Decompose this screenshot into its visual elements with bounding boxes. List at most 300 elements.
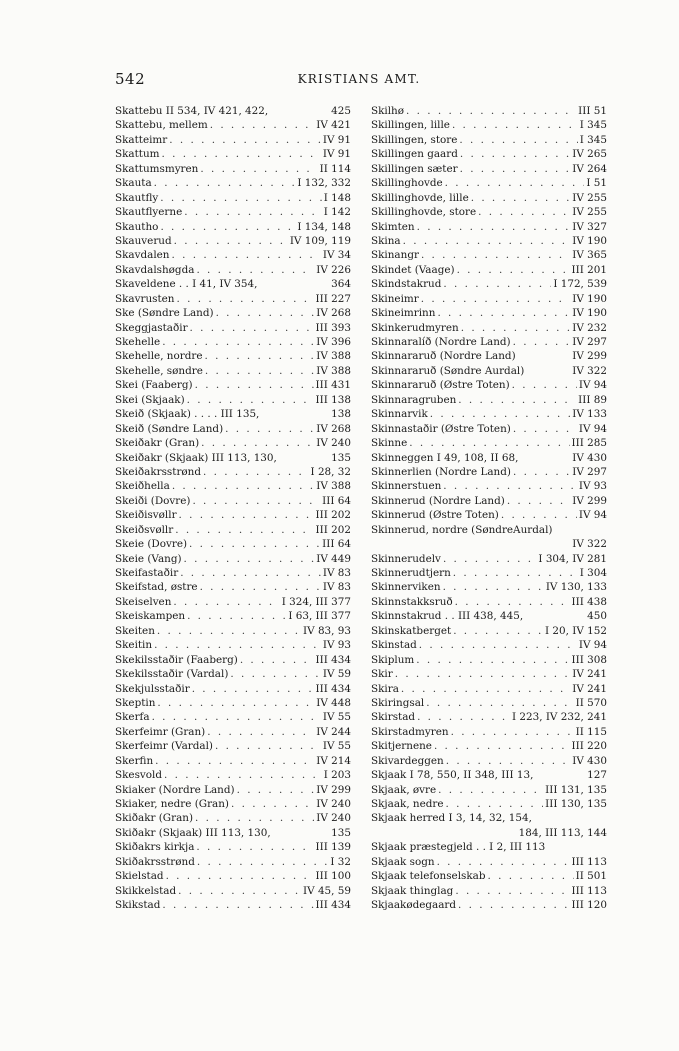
entry-term: Skiðakr (Skjaak) III 113, 130, <box>115 826 271 839</box>
entry-reference: 364 <box>331 278 351 291</box>
dot-leader <box>160 191 321 205</box>
index-entry <box>115 552 351 566</box>
index-entry <box>371 335 607 349</box>
entry-reference: III 139 <box>315 841 351 854</box>
index-entry <box>115 638 351 652</box>
entry-term: Skjaak, øvre <box>371 783 437 796</box>
entry-reference: IV 94 <box>578 639 607 652</box>
index-entry <box>371 869 607 883</box>
dot-leader <box>513 335 571 349</box>
dot-leader <box>196 840 313 854</box>
entry-term: Skauverud <box>115 234 172 247</box>
entry-term: Skehelle, søndre <box>115 364 203 377</box>
index-entry <box>115 754 351 768</box>
entry-term: Skeifastaðir <box>115 567 179 579</box>
dot-leader <box>195 811 314 825</box>
dot-leader <box>173 595 279 609</box>
entry-term: Skinnararuð (Nordre Land) <box>371 350 516 363</box>
index-entry <box>371 653 607 667</box>
index-entry <box>115 898 351 912</box>
index-entry <box>115 306 351 320</box>
dot-leader <box>443 277 551 291</box>
entry-reference: 450 <box>587 610 607 623</box>
index-entry <box>371 754 607 768</box>
entry-term: Skilhø <box>371 105 405 117</box>
dot-leader <box>175 523 313 537</box>
entry-reference: I 304, IV 281 <box>538 552 607 565</box>
dot-leader <box>166 869 314 883</box>
index-entry <box>115 335 351 349</box>
entry-term: Skinnastaðir (Østre Toten) <box>371 422 511 435</box>
index-entry <box>115 682 351 696</box>
dot-leader <box>164 768 322 782</box>
dot-leader <box>458 898 570 912</box>
page-header <box>115 70 603 92</box>
entry-reference: IV 109, 119 <box>289 234 351 247</box>
index-entry <box>371 523 607 537</box>
entry-term: Skauta <box>115 177 152 190</box>
entry-term: Skinnstakksruð <box>371 595 453 608</box>
index-entry <box>371 321 607 335</box>
dot-leader <box>421 292 571 306</box>
entry-term: Skjaak I 78, 550, II 348, III 13, <box>371 769 534 782</box>
dot-leader <box>154 176 296 190</box>
dot-leader <box>455 884 569 898</box>
entry-reference: IV 265 <box>572 148 607 161</box>
entry-reference: II 114 <box>319 162 351 175</box>
entry-term: Skeið (Søndre Land) <box>115 422 224 435</box>
entry-term: Skeiten <box>115 624 155 637</box>
dot-leader <box>195 378 314 392</box>
dot-leader <box>438 783 543 797</box>
entry-term: Skeiselven <box>115 595 172 608</box>
index-entry <box>115 884 351 898</box>
dot-leader <box>513 465 570 479</box>
entry-reference: IV 396 <box>316 336 351 348</box>
entry-reference: III 51 <box>578 105 607 117</box>
entry-term: Skinnerudelv <box>371 552 441 565</box>
entry-reference: 127 <box>587 769 607 782</box>
entry-reference: I 172, 539 <box>553 278 607 291</box>
entry-reference: I 28, 32 <box>310 465 351 478</box>
index-entry <box>115 840 351 854</box>
entry-reference: III 113 <box>571 884 607 897</box>
index-entry <box>371 609 607 623</box>
entry-term: Skattum <box>115 148 160 161</box>
entry-term: Skikstad <box>115 899 161 912</box>
entry-reference: III 89 <box>578 393 607 406</box>
dot-leader <box>488 869 574 883</box>
entry-term: Skinnerlien (Nordre Land) <box>371 465 511 478</box>
entry-term: Skindstakrud <box>371 278 442 291</box>
dot-leader <box>409 436 569 450</box>
entry-reference: 135 <box>331 451 351 464</box>
entry-term: Skinnerstuen <box>371 480 442 493</box>
entry-reference: III 113 <box>571 855 607 868</box>
entry-term: Skivardeggen <box>371 754 444 767</box>
index-column-left <box>115 104 351 913</box>
entry-term: Skinstad <box>371 639 417 652</box>
index-entry <box>371 580 607 594</box>
entry-reference: I 51 <box>586 177 607 190</box>
index-entry <box>371 277 607 291</box>
entry-reference: IV 255 <box>572 191 607 204</box>
entry-term: Skjaak sogn <box>371 855 435 868</box>
index-entry <box>371 147 607 161</box>
dot-leader <box>157 624 301 638</box>
dot-leader <box>210 118 315 132</box>
index-entry <box>371 783 607 797</box>
index-entry <box>115 234 351 248</box>
entry-reference: III 285 <box>571 437 607 450</box>
entry-reference: IV 240 <box>316 798 351 810</box>
index-entry <box>115 768 351 782</box>
entry-reference: IV 255 <box>572 206 607 219</box>
entry-term: Skinnaragruben <box>371 393 457 406</box>
entry-term: Skeie (Dovre) <box>115 538 188 551</box>
entry-reference: IV 55 <box>322 740 351 753</box>
index-entry <box>115 378 351 392</box>
index-entry <box>115 783 351 797</box>
entry-term: Skeggjastaðir <box>115 321 188 334</box>
dot-leader <box>231 797 314 811</box>
entry-reference: IV 299 <box>572 494 607 507</box>
entry-term: Skei (Faaberg) <box>115 379 193 392</box>
entry-reference: I 32 <box>330 855 351 868</box>
entry-reference: IV 268 <box>316 422 351 435</box>
entry-reference: I 203 <box>323 769 351 782</box>
index-entry <box>115 364 351 378</box>
entry-term: Skeitin <box>115 639 153 652</box>
dot-leader <box>157 696 314 710</box>
entry-reference: IV 388 <box>316 364 351 377</box>
entry-reference: IV 241 <box>572 682 607 695</box>
entry-reference: IV 449 <box>316 552 351 565</box>
dot-leader <box>230 667 320 681</box>
entry-reference: IV 83 <box>322 567 351 579</box>
entry-reference: III 100 <box>315 870 351 883</box>
dot-leader <box>426 696 573 710</box>
entry-term: Skattumsmyren <box>115 162 199 175</box>
dot-leader <box>187 609 286 623</box>
entry-term: Skekjulsstaðir <box>115 682 190 695</box>
dot-leader <box>196 263 314 277</box>
index-entry <box>371 537 607 551</box>
entry-reference: IV 226 <box>316 263 351 276</box>
index-entry <box>115 422 351 436</box>
index-entry <box>371 479 607 493</box>
dot-leader <box>172 479 314 493</box>
entry-reference: I 345 <box>579 119 607 132</box>
index-entry <box>371 797 607 811</box>
dot-leader <box>478 205 570 219</box>
dot-leader <box>152 710 321 724</box>
index-entry <box>371 840 607 854</box>
index-entry <box>115 479 351 493</box>
dot-leader <box>225 422 314 436</box>
entry-reference: III 120 <box>571 899 607 912</box>
entry-term: Skeifstad, østre <box>115 581 198 594</box>
index-entry <box>115 220 351 234</box>
entry-reference: II 501 <box>575 870 607 883</box>
index-entry <box>371 451 607 465</box>
index-entry <box>115 436 351 450</box>
index-entry <box>371 898 607 912</box>
dot-leader <box>460 162 571 176</box>
index-entry <box>371 566 607 580</box>
dot-leader <box>162 335 314 349</box>
index-entry <box>115 407 351 421</box>
dot-leader <box>437 855 570 869</box>
index-entry <box>115 811 351 825</box>
entry-term: Skautho <box>115 220 159 233</box>
dot-leader <box>403 234 571 248</box>
entry-reference: IV 240 <box>316 437 351 450</box>
entry-term: Skirstad <box>371 711 416 724</box>
entry-reference: III 393 <box>315 321 351 334</box>
dot-leader <box>459 133 577 147</box>
index-entry <box>371 422 607 436</box>
dot-leader <box>406 104 576 118</box>
entry-term: Ske (Søndre Land) <box>115 307 214 320</box>
index-entry <box>115 869 351 883</box>
entry-reference: IV 244 <box>316 725 351 738</box>
entry-term: Skinnerud (Nordre Land) <box>371 494 505 507</box>
dot-leader <box>205 349 315 363</box>
entry-reference: I 63, III 377 <box>288 610 351 623</box>
entry-term: Skerfa <box>115 711 150 724</box>
dot-leader <box>395 667 571 681</box>
entry-reference: IV 45, 59 <box>303 884 351 897</box>
entry-term: Skinnararuð (Søndre Aurdal) <box>371 364 525 377</box>
index-entry <box>115 826 351 840</box>
entry-term: Skerfeimr (Vardal) <box>115 740 213 753</box>
entry-term: Skineimrinn <box>371 307 436 320</box>
entry-reference: I 134, 148 <box>297 220 351 233</box>
index-entry <box>371 884 607 898</box>
index-entry <box>371 306 607 320</box>
index-entry <box>371 220 607 234</box>
page-number: 542 <box>115 70 146 88</box>
entry-term: Skinangr <box>371 249 419 262</box>
entry-term: Skiðakr (Gran) <box>115 812 194 825</box>
dot-leader <box>169 133 321 147</box>
entry-reference: IV 241 <box>572 668 607 681</box>
entry-term: Skeptin <box>115 696 156 709</box>
entry-reference: III 434 <box>315 682 351 695</box>
entry-reference: III 64 <box>322 538 351 551</box>
entry-term: Skineimr <box>371 292 419 305</box>
index-entry <box>371 494 607 508</box>
index-entry <box>371 364 607 378</box>
dot-leader <box>501 508 577 522</box>
index-entry <box>371 378 607 392</box>
index-entry <box>371 133 607 147</box>
dot-leader <box>513 422 577 436</box>
entry-term: Skeie (Vang) <box>115 552 182 565</box>
entry-term: Skeiðsvøllr <box>115 523 174 536</box>
entry-term: Skirstadmyren <box>371 725 449 738</box>
dot-leader <box>240 653 314 667</box>
index-entry <box>115 653 351 667</box>
entry-term: Skiringsal <box>371 696 425 709</box>
entry-reference: III 308 <box>571 653 607 666</box>
entry-term: Skinnstakrud . . III 438, 445, <box>371 610 524 623</box>
dot-leader <box>203 465 309 479</box>
entry-term: Skjaak telefonselskab <box>371 870 486 883</box>
entry-reference: IV 190 <box>572 307 607 320</box>
entry-term: Skillinghovde <box>371 177 443 190</box>
entry-reference: 135 <box>331 826 351 839</box>
entry-term: Skaveldene . . I 41, IV 354, <box>115 278 258 291</box>
entry-term: Skeiskampen <box>115 610 186 623</box>
entry-reference: IV 430 <box>572 754 607 767</box>
dot-leader <box>453 624 543 638</box>
dot-leader <box>417 710 510 724</box>
index-entry <box>115 696 351 710</box>
index-entry <box>115 465 351 479</box>
index-entry <box>371 234 607 248</box>
index-entry <box>371 696 607 710</box>
entry-term: Skjaak herred I 3, 14, 32, 154, <box>371 812 532 825</box>
dot-leader <box>401 682 570 696</box>
dot-leader <box>437 306 570 320</box>
entry-reference: IV 190 <box>572 234 607 247</box>
dot-leader <box>160 220 295 234</box>
entry-reference: IV 421 <box>316 119 351 132</box>
dot-leader <box>446 797 544 811</box>
dot-leader <box>451 725 574 739</box>
entry-reference: IV 365 <box>572 249 607 262</box>
index-entry <box>371 826 607 840</box>
dot-leader <box>187 393 314 407</box>
index-entry <box>115 162 351 176</box>
entry-term: Skikkelstad <box>115 884 177 897</box>
entry-reference: IV 83 <box>322 581 351 594</box>
dot-leader <box>453 566 578 580</box>
entry-reference: III 220 <box>571 740 607 753</box>
dot-leader <box>458 393 576 407</box>
entry-reference: IV 297 <box>572 465 607 478</box>
dot-leader <box>421 248 570 262</box>
entry-reference: IV 232 <box>572 321 607 334</box>
entry-term: Skiðakrsstrønd <box>115 855 195 868</box>
entry-term: Skiðakrs kirkja <box>115 841 195 854</box>
dot-leader <box>471 191 571 205</box>
index-entry <box>115 609 351 623</box>
entry-reference: I 132, 332 <box>297 177 351 190</box>
entry-term: Skinnarvik <box>371 408 428 421</box>
entry-term: Skautfly <box>115 191 159 204</box>
index-entry <box>115 349 351 363</box>
index-entry <box>371 191 607 205</box>
index-entry <box>371 118 607 132</box>
entry-term: Skavrusten <box>115 292 175 305</box>
dot-leader <box>216 306 315 320</box>
entry-term: Skattebu, mellem <box>115 119 208 132</box>
entry-term: Skina <box>371 234 401 247</box>
entry-term: Skeiðakr (Skjaak) III 113, 130, <box>115 451 277 464</box>
dot-leader <box>190 321 314 335</box>
entry-reference: I 345 <box>579 133 607 146</box>
entry-reference: IV 94 <box>578 422 607 435</box>
index-entry <box>115 147 351 161</box>
entry-reference: IV 299 <box>572 350 607 363</box>
entry-reference: IV 133 <box>572 408 607 421</box>
index-entry <box>115 321 351 335</box>
index-entry <box>115 191 351 205</box>
entry-term: Skeiði (Dovre) <box>115 494 191 507</box>
entry-term: Skei (Skjaak) <box>115 393 185 406</box>
entry-term: Skeið (Skjaak) . . . . III 135, <box>115 408 260 421</box>
entry-reference: III 201 <box>571 263 607 276</box>
entry-term: Skehelle <box>115 336 161 348</box>
index-entry <box>371 508 607 522</box>
entry-reference: IV 93 <box>578 480 607 493</box>
entry-reference: IV 214 <box>316 754 351 767</box>
entry-reference: IV 322 <box>572 538 607 551</box>
index-entry <box>115 104 351 118</box>
entry-reference: IV 388 <box>316 350 351 363</box>
entry-reference: 425 <box>331 105 351 117</box>
dot-leader <box>201 436 314 450</box>
entry-reference: IV 327 <box>572 220 607 233</box>
entry-term: Skattebu II 534, IV 421, 422, <box>115 105 269 117</box>
dot-leader <box>416 653 569 667</box>
entry-term: Skinkerudmyren <box>371 321 459 334</box>
entry-reference: IV 448 <box>316 696 351 709</box>
entry-reference: III 434 <box>315 899 351 912</box>
index-entry <box>115 537 351 551</box>
entry-reference: I 20, IV 152 <box>545 624 607 637</box>
index-entry <box>371 349 607 363</box>
entry-reference: IV 130, 133 <box>545 581 607 594</box>
dot-leader <box>172 248 321 262</box>
entry-term: Skjaak præstegjeld . . I 2, III 113 <box>371 841 546 854</box>
entry-term: Skekilsstaðir (Faaberg) <box>115 653 238 666</box>
index-entry <box>115 855 351 869</box>
entry-term: Skeiðhella <box>115 480 170 493</box>
entry-reference: IV 240 <box>316 812 351 825</box>
entry-reference: IV 268 <box>316 307 351 320</box>
entry-term: Skesvold <box>115 769 162 782</box>
index-entry <box>371 248 607 262</box>
dot-leader <box>455 595 570 609</box>
index-entry <box>115 133 351 147</box>
index-entry <box>371 393 607 407</box>
index-entry <box>115 494 351 508</box>
dot-leader <box>200 580 321 594</box>
entry-term: Skinskatberget <box>371 624 452 637</box>
dot-leader <box>154 638 321 652</box>
index-entry <box>115 667 351 681</box>
entry-term: Skeiðakrsstrønd <box>115 465 202 478</box>
index-entry <box>371 739 607 753</box>
dot-leader <box>178 884 301 898</box>
dot-leader <box>443 580 544 594</box>
index-entry <box>371 710 607 724</box>
dot-leader <box>200 162 317 176</box>
entry-reference: I 148 <box>323 191 351 204</box>
entry-reference: IV 430 <box>572 451 607 464</box>
index-entry <box>371 811 607 825</box>
entry-term: Skinnerviken <box>371 581 441 594</box>
entry-reference: IV 93 <box>322 639 351 652</box>
index-entry <box>115 797 351 811</box>
entry-term: Skjaakødegaard <box>371 899 457 912</box>
dot-leader <box>445 176 585 190</box>
entry-term: Skimten <box>371 220 415 233</box>
